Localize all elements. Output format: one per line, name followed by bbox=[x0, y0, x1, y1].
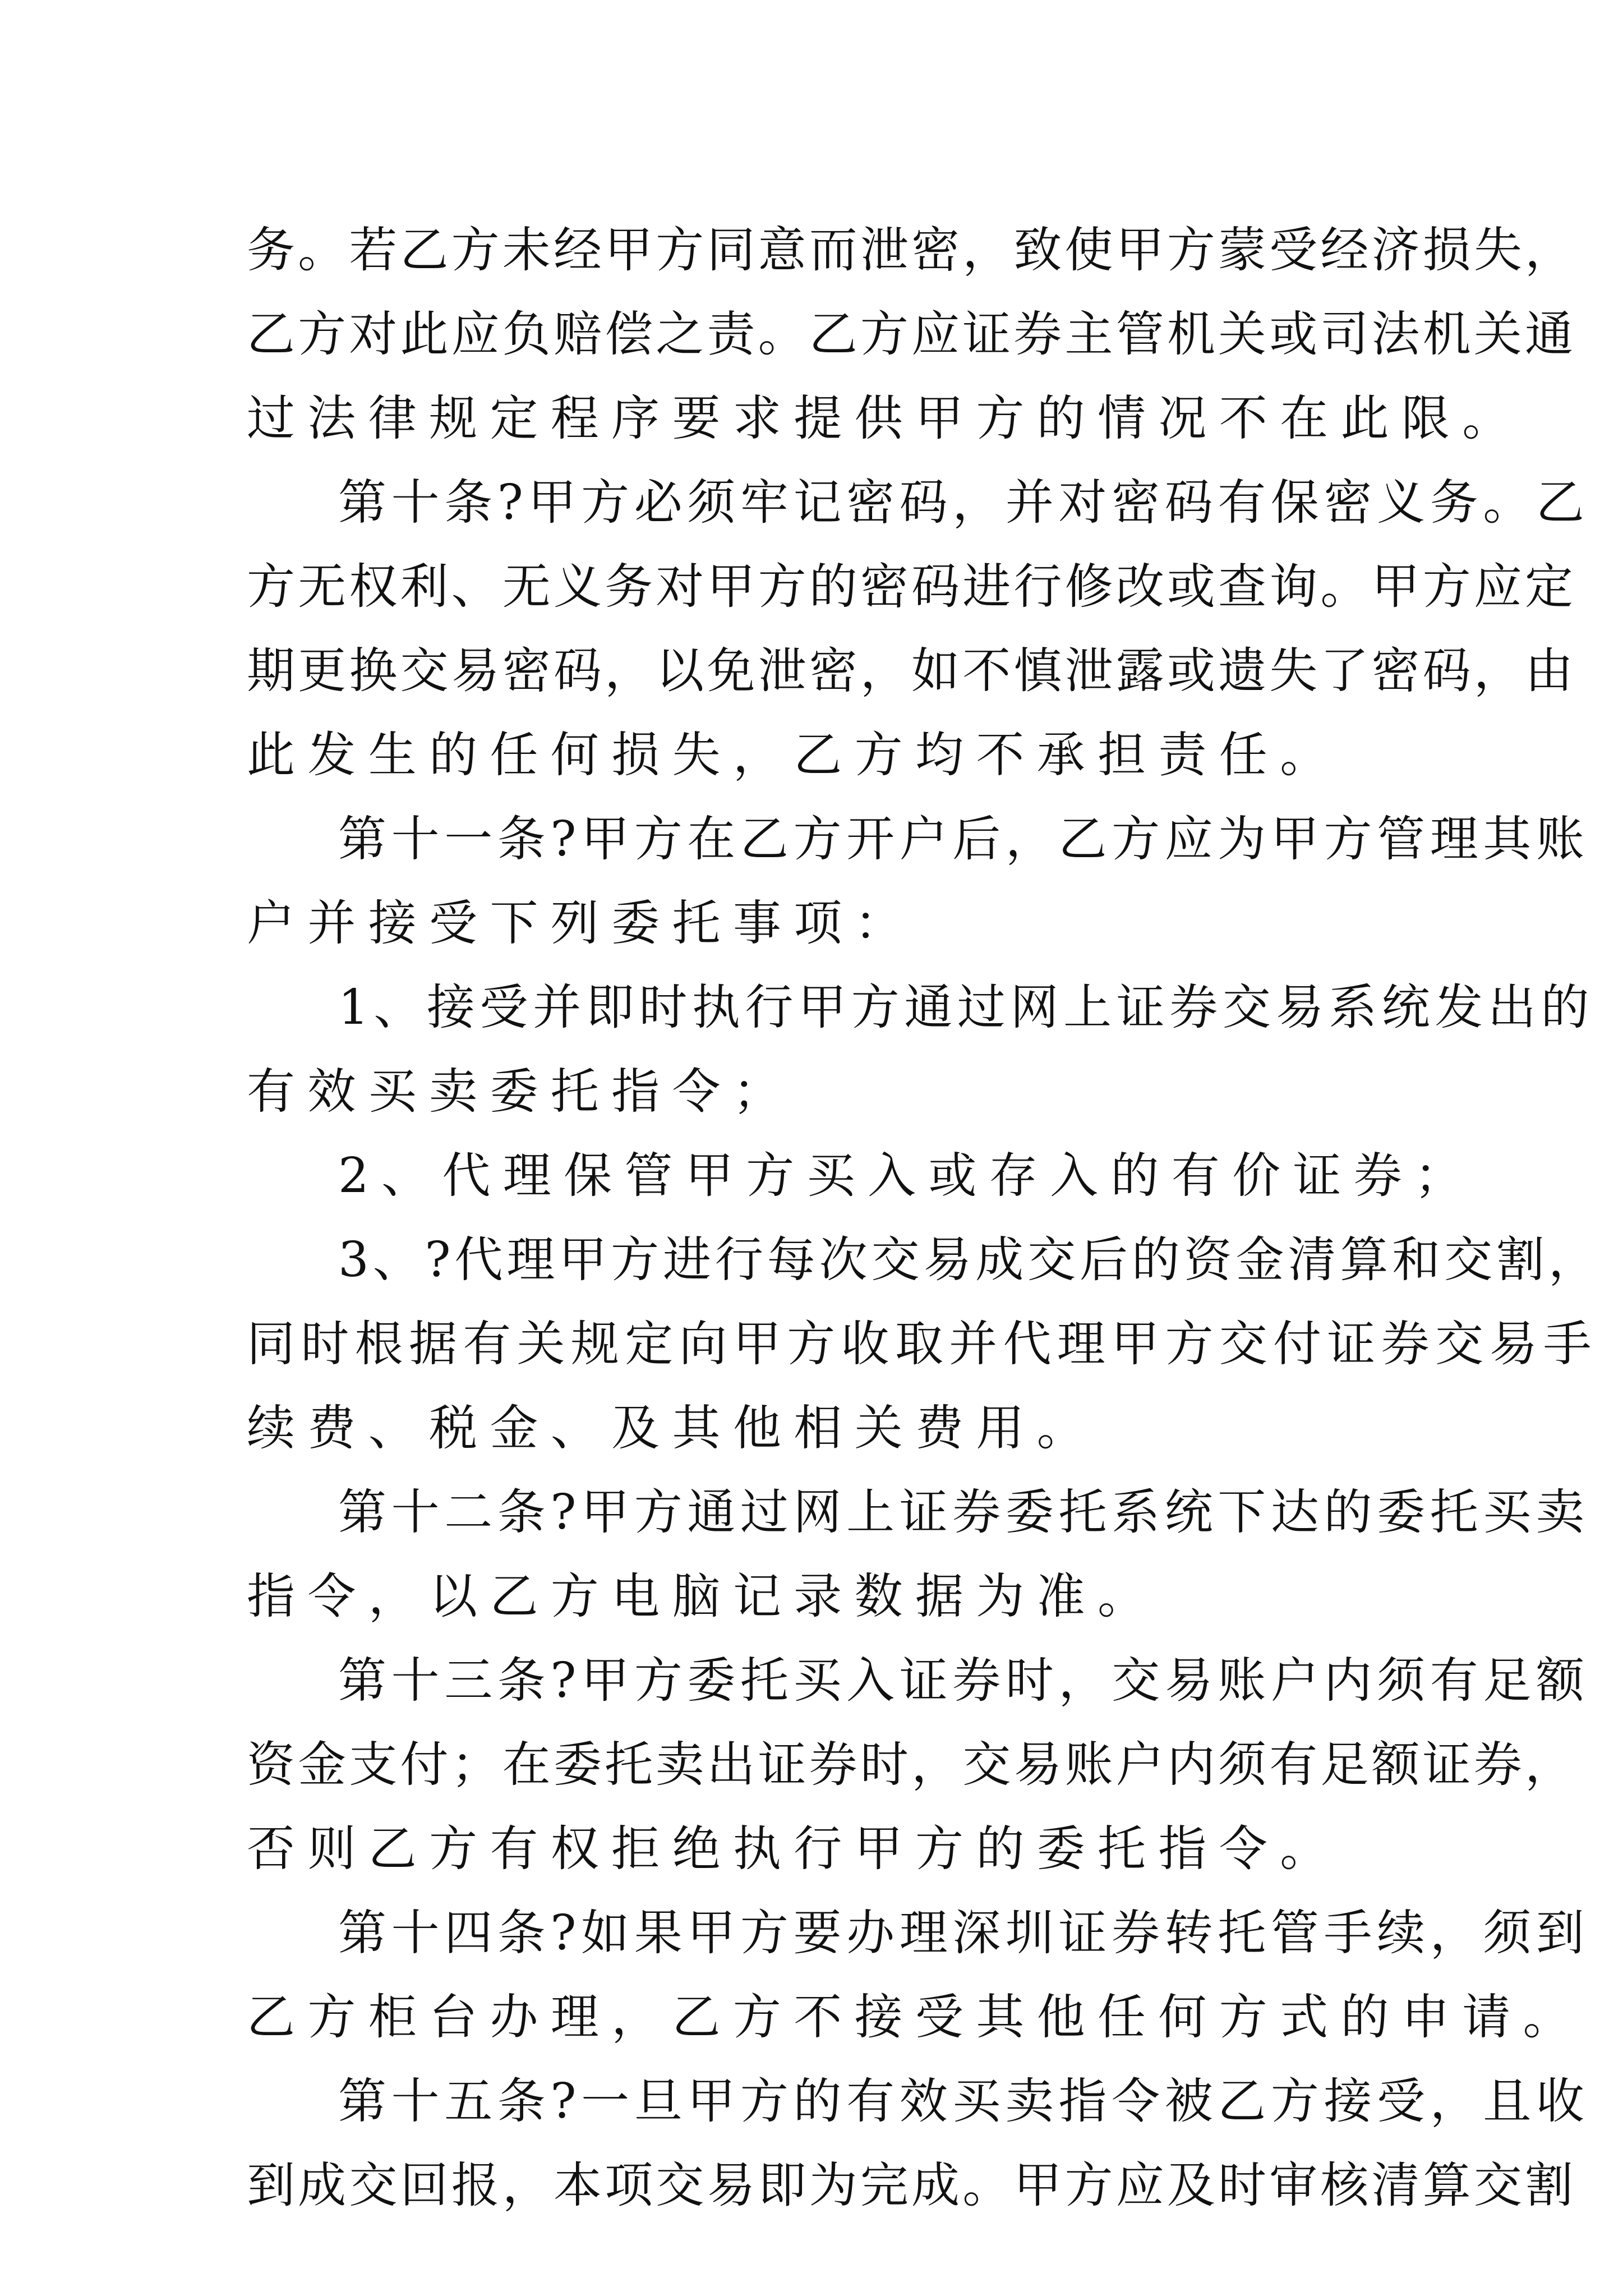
text-line-4: 第十条?甲方必须牢记密码，并对密码有保密义务。乙 bbox=[338, 475, 1589, 531]
text-line-3: 过法律规定程序要求提供甲方的情况不在此限。 bbox=[247, 390, 1523, 447]
text-line-16: 第十二条?甲方通过网上证券委托系统下达的委托买卖 bbox=[338, 1484, 1589, 1540]
text-line-20: 否则乙方有权拒绝执行甲方的委托指令。 bbox=[247, 1821, 1341, 1877]
text-line-5: 方无权利、无义务对甲方的密码进行修改或查询。甲方应定 bbox=[247, 559, 1576, 615]
text-line-14: 同时根据有关规定向甲方收取并代理甲方交付证券交易手 bbox=[247, 1316, 1597, 1372]
text-line-12: 2、代理保管甲方买入或存入的有价证券； bbox=[338, 1148, 1476, 1204]
text-line-1: 务。若乙方未经甲方同意而泄密，致使甲方蒙受经济损失， bbox=[247, 222, 1576, 278]
text-line-23: 第十五条?一旦甲方的有效买卖指令被乙方接受，且收 bbox=[338, 2073, 1589, 2129]
text-line-17: 指令，以乙方电脑记录数据为准。 bbox=[247, 1568, 1159, 1625]
text-line-9: 户并接受下列委托事项： bbox=[247, 895, 915, 951]
text-line-8: 第十一条?甲方在乙方开户后，乙方应为甲方管理其账 bbox=[338, 811, 1589, 867]
text-line-11: 有效买卖委托指令； bbox=[247, 1064, 794, 1120]
text-line-2: 乙方对此应负赔偿之责。乙方应证券主管机关或司法机关通 bbox=[247, 306, 1576, 362]
text-line-6: 期更换交易密码，以免泄密，如不慎泄露或遗失了密码，由 bbox=[247, 643, 1576, 699]
text-line-10: 1、接受并即时执行甲方通过网上证券交易系统发出的 bbox=[338, 979, 1594, 1036]
text-line-22: 乙方柜台办理，乙方不接受其他任何方式的申请。 bbox=[247, 1989, 1584, 2045]
text-line-7: 此发生的任何损失，乙方均不承担责任。 bbox=[247, 727, 1341, 783]
text-line-18: 第十三条?甲方委托买入证券时，交易账户内须有足额 bbox=[338, 1653, 1589, 1709]
text-line-19: 资金支付；在委托卖出证券时，交易账户内须有足额证券， bbox=[247, 1737, 1576, 1793]
text-line-15: 续费、税金、及其他相关费用。 bbox=[247, 1400, 1098, 1456]
text-line-21: 第十四条?如果甲方要办理深圳证券转托管手续，须到 bbox=[338, 1905, 1589, 1961]
text-line-13: 3、?代理甲方进行每次交易成交后的资金清算和交割， bbox=[338, 1232, 1601, 1288]
text-line-24: 到成交回报，本项交易即为完成。甲方应及时审核清算交割 bbox=[247, 2157, 1576, 2214]
